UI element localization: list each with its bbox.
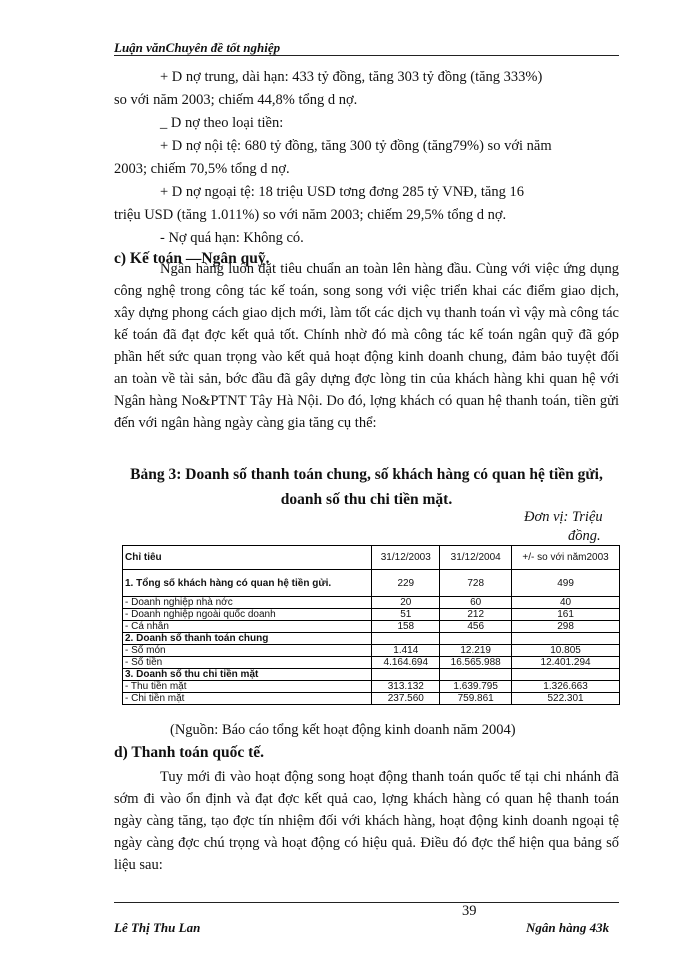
difference-cell: 1.326.663 [512,681,620,693]
running-header: Luận vănChuyên đề tốt nghiệp [114,40,281,55]
table-row [123,609,620,621]
value-2003-cell [372,633,440,645]
section-c-paragraph-text: Ngân hàng luôn đặt tiêu chuẩn an toàn lên hàng đầu. Cùng với việc ứng dụng công nghệ trong công tác kế toán, song song với việc triển khai các điểm giao dịch, xây dựng phong cách giao dịch mới, làm tốt các dịch vụ thanh toán vì vậy mà công tác kế toán đã đạt đợc kết quả tốt. Chính nhờ đó mà công tác kế toán ngân quỹ đã góp phần hết sức quan trọng vào kết quả hoạt động kinh doanh chung, đảm bảo tuyệt đối an toàn về tài sản, bớc đầu đã gây dựng đợc lòng tin của khách hàng khi quan hệ với Ngân hàng No&PTNT Tây Hà Nội. Do đó, lợng khách có quan hệ thanh toán, tiền gửi đến với ngân hàng ngày càng gia tăng cụ thể: [114,261,619,431]
table-header-cell: +/- so với năm2003 [512,546,620,570]
unit-label-line1: Đơn vị: Triệu [524,509,603,525]
difference-cell: 161 [512,609,620,621]
value-2004-cell: 456 [440,621,512,633]
value-2003-cell: 237.560 [372,693,440,705]
value-2003-cell: 1.414 [372,645,440,657]
table-row [123,570,620,597]
row-label-cell: 2. Doanh số thanh toán chung [123,633,372,645]
section-c-paragraph [114,257,619,434]
value-2004-cell [440,669,512,681]
footer-class: Ngân hàng 43k [526,920,610,935]
table-row [123,645,620,657]
debt-medium-long-line2: so với năm 2003; chiếm 44,8% tổng d nợ. [114,92,358,108]
value-2003-cell: 229 [372,570,440,597]
debt-local-line1: + D nợ nội tệ: 680 tỷ đồng, tăng 300 tỷ đồng (tăng79%) so với năm [160,138,552,154]
value-2003-cell [372,669,440,681]
statistics-table [122,545,620,705]
value-2004-cell: 12.219 [440,645,512,657]
difference-cell [512,633,620,645]
difference-cell: 522.301 [512,693,620,705]
row-label-cell: - Số món [123,645,372,657]
row-label-cell: - Thu tiền mặt [123,681,372,693]
difference-cell: 10.805 [512,645,620,657]
footer-divider [114,902,619,903]
row-label-cell: - Cá nhân [123,621,372,633]
value-2003-cell: 4.164.694 [372,657,440,669]
section-d-paragraph: Tuy mới đi vào hoạt động song hoạt động thanh toán quốc tế tại chi nhánh đã sớm đi vào ổn định và đạt đợc kết quả cao, lợng khách hàng có quan hệ thanh toán ngày càng tăng, tạo đợc tín nhiệm đối với khách hàng, hoạt động kinh doanh ngoại tệ ngày càng đợc chú trọng và hoạt động có hiệu quả. Điều đó đợc thể hiện qua bảng số liệu sau: [114,769,619,873]
difference-cell [512,669,620,681]
value-2004-cell: 16.565.988 [440,657,512,669]
difference-cell: 298 [512,621,620,633]
debt-medium-long-line1: + D nợ trung, dài hạn: 433 tỷ đồng, tăng 303 tỷ đồng (tăng 333%) [160,69,543,85]
debt-foreign-line2: triệu USD (tăng 1.011%) so với năm 2003; chiếm 29,5% tổng d nợ. [114,207,507,223]
value-2003-cell: 20 [372,597,440,609]
table-header-cell: 31/12/2003 [372,546,440,570]
table-header-row [123,546,620,570]
table-title: Bảng 3: Doanh số thanh toán chung, số khách hàng có quan hệ tiền gửi, doanh số thu chi tiền mặt. [130,466,603,508]
difference-cell: 40 [512,597,620,609]
value-2003-cell: 313.132 [372,681,440,693]
row-label-cell: 3. Doanh số thu chi tiền mặt [123,669,372,681]
value-2003-cell: 158 [372,621,440,633]
footer-author: Lê Thị Thu Lan [114,920,201,935]
value-2003-cell: 51 [372,609,440,621]
value-2004-cell: 728 [440,570,512,597]
table-row [123,693,620,705]
value-2004-cell [440,633,512,645]
debt-foreign-line1: + D nợ ngoại tệ: 18 triệu USD tơng đơng 285 tỷ VNĐ, tăng 16 [160,184,524,200]
difference-cell: 12.401.294 [512,657,620,669]
value-2004-cell: 1.639.795 [440,681,512,693]
table-row [123,657,620,669]
value-2004-cell: 759.861 [440,693,512,705]
page-number: 39 [462,903,477,919]
row-label-cell: - Doanh nghiệp ngoài quốc doanh [123,609,372,621]
table-source: (Nguồn: Báo cáo tổng kết hoạt động kinh doanh năm 2004) [170,722,516,738]
table-row [123,597,620,609]
value-2004-cell: 60 [440,597,512,609]
debt-by-currency-heading: _ D nợ theo loại tiền: [160,115,284,131]
debt-overdue: - Nợ quá hạn: Không có. [160,230,304,246]
section-c-heading: c) Kế toán —Ngân quỹ. [114,250,270,267]
unit-label-line2: đồng. [568,528,601,544]
difference-cell: 499 [512,570,620,597]
table-header-cell: Chỉ tiêu [123,546,372,570]
row-label-cell: 1. Tổng số khách hàng có quan hệ tiền gửi. [123,570,372,597]
table-row [123,681,620,693]
value-2004-cell: 212 [440,609,512,621]
section-d-heading: d) Thanh toán quốc tế. [114,744,265,761]
header-divider [114,55,619,56]
row-label-cell: - Chi tiền mặt [123,693,372,705]
table-row [123,621,620,633]
table-row [123,669,620,681]
table-header-cell: 31/12/2004 [440,546,512,570]
debt-local-line2: 2003; chiếm 70,5% tổng d nợ. [114,161,290,177]
row-label-cell: - Doanh nghiệp nhà nớc [123,597,372,609]
row-label-cell: - Số tiền [123,657,372,669]
table-row [123,633,620,645]
